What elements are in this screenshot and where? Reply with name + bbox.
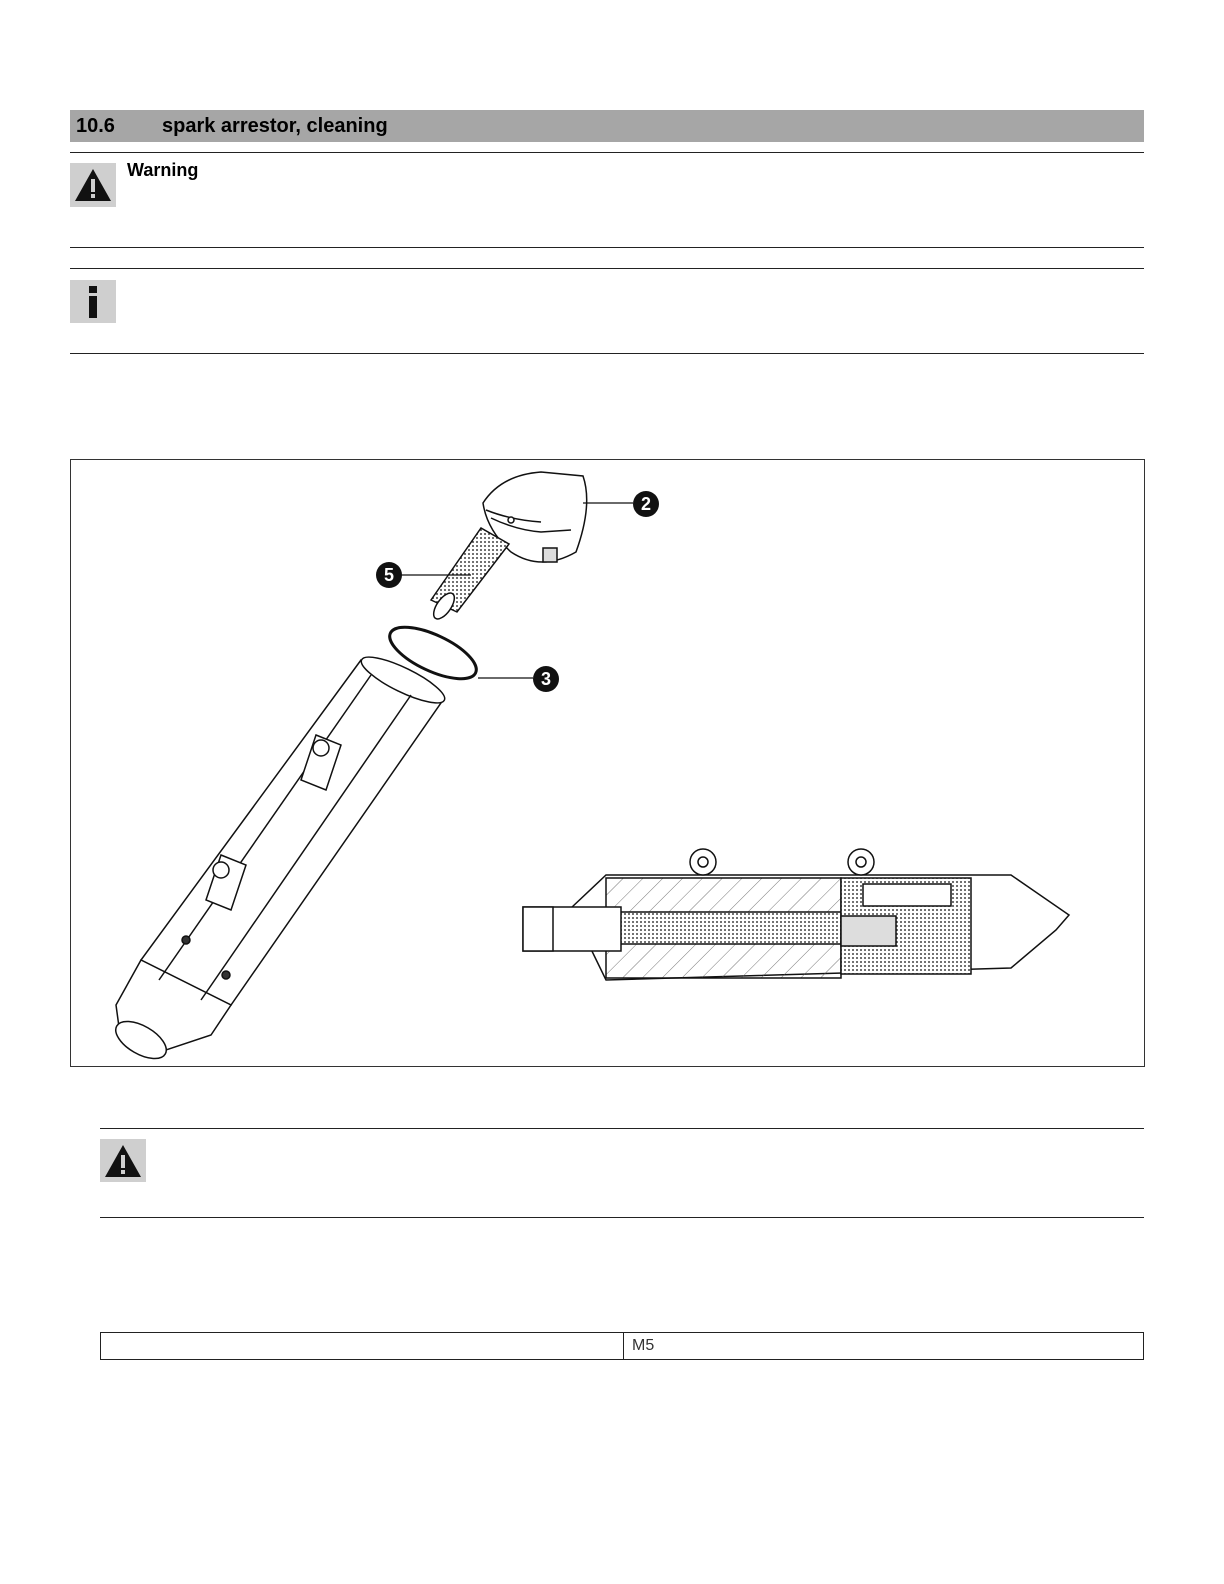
section-number: 10.6 bbox=[76, 114, 115, 137]
caution-top-rule bbox=[100, 1128, 1144, 1129]
warning-label: Warning bbox=[127, 160, 199, 180]
exhaust-illustration bbox=[71, 460, 1146, 1068]
callout-5: 5 bbox=[376, 562, 402, 588]
spec-table-left-cell bbox=[101, 1333, 624, 1359]
callout-2: 2 bbox=[633, 491, 659, 517]
caution-bottom-rule bbox=[100, 1217, 1144, 1218]
silencer-body bbox=[110, 649, 450, 1066]
warning-top-rule bbox=[70, 152, 1144, 153]
section-header bbox=[70, 110, 1144, 142]
info-top-rule bbox=[70, 268, 1144, 269]
section-title: spark arrestor, cleaning bbox=[162, 114, 388, 137]
silencer-cross-section bbox=[523, 849, 1069, 980]
spark-arrestor-figure bbox=[70, 459, 1145, 1067]
info-bottom-rule bbox=[70, 353, 1144, 354]
info-icon-box bbox=[70, 280, 116, 323]
spec-table-thread-cell: M5 bbox=[632, 1337, 655, 1354]
caution-icon-box bbox=[100, 1139, 146, 1182]
warning-triangle-icon bbox=[73, 167, 113, 203]
info-icon bbox=[83, 284, 103, 320]
spec-table bbox=[100, 1332, 1144, 1360]
warning-triangle-icon bbox=[103, 1143, 143, 1179]
warning-icon-box bbox=[70, 163, 116, 207]
warning-bottom-rule bbox=[70, 247, 1144, 248]
callout-3: 3 bbox=[533, 666, 559, 692]
